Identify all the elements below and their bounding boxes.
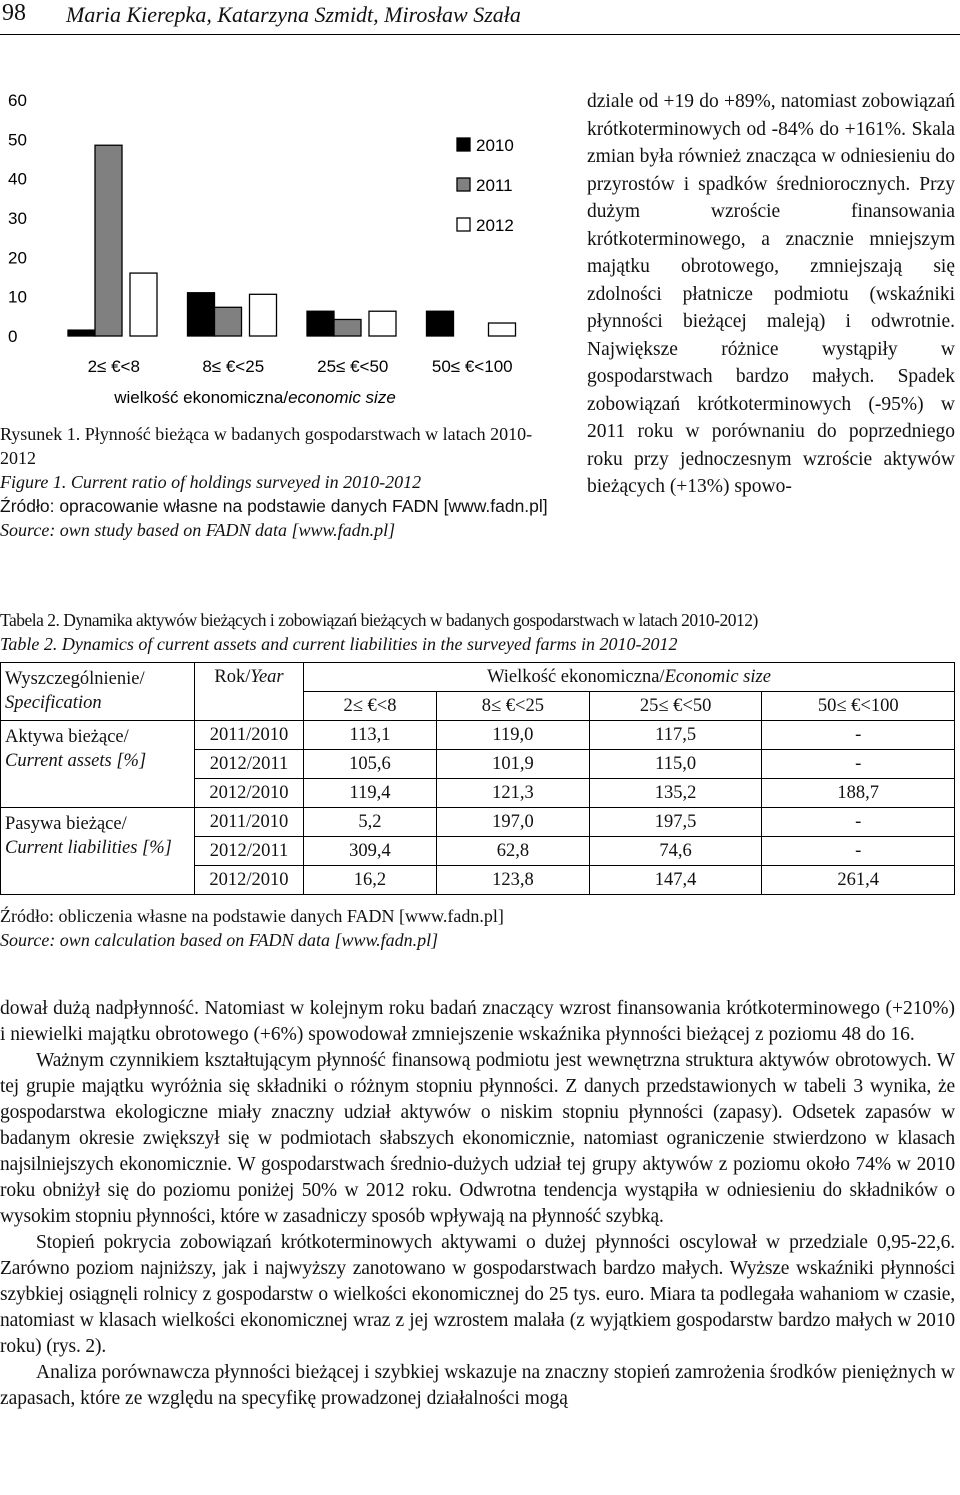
table-cell: 74,6 (589, 837, 762, 866)
table-cell: - (762, 721, 955, 750)
x-tick-label: 2≤ €<8 (87, 357, 140, 376)
table-title: Tabela 2. Dynamika aktywów bieżących i zobowiązań bieżących w badanych gospodarstwach w latach 2010-2012) (0, 610, 758, 630)
bar (307, 311, 334, 336)
table-cell: 197,5 (589, 808, 762, 837)
bar (130, 273, 157, 336)
group-label-en: Current liabilities [%] (5, 838, 172, 858)
table-cell: 119,4 (304, 779, 437, 808)
y-tick-label: 20 (8, 248, 27, 268)
table-cell: 309,4 (304, 837, 437, 866)
table-row (1, 808, 955, 837)
y-tick-label: 60 (8, 91, 27, 110)
table-cell: 121,3 (436, 779, 589, 808)
group-label-pl: Aktywa bieżące/ (5, 727, 129, 747)
table-source (0, 904, 960, 952)
right-column-paragraph: dziale od +19 do +89%, natomiast zobowiązań krótkoterminowych od -84% do +161%. Skala zmian była również znacząca w odniesieniu do przyrostów i spadków średniorocznych. Przy dużym wzroście finansowania krótkoterminowego, a znacznie mniejszym majątku obrotowego, zmniejszają się zdolności płatnicze podmiotu (wskaźniki płynności bieżącej maleją) i odwrotnie. Największe różnice wystąpiły w gospodarstwach bardzo małych. Spadek zobowiązań krótkoterminowych (-95%) w 2011 roku w porównaniu do poprzedniego roku przy jednoczesnym wzroście aktywów bieżących (+13%) spowo- (587, 91, 955, 497)
header-year-en: Year (250, 667, 284, 687)
data-table (0, 662, 955, 895)
header-spec (1, 663, 195, 721)
legend-label: 2010 (476, 136, 514, 155)
legend-swatch (457, 218, 470, 231)
bar (68, 330, 95, 336)
figure-caption-en: Figure 1. Current ratio of holdings surveyed in 2010-2012 (0, 472, 422, 492)
bar (369, 311, 396, 336)
header-size-en: Economic size (664, 666, 771, 687)
row-year: 2012/2010 (195, 779, 304, 808)
table-row (1, 721, 955, 750)
header-spec-pl: Wyszczególnienie/ (5, 669, 145, 689)
header-year (195, 663, 304, 721)
bar (95, 145, 122, 336)
row-year: 2012/2010 (195, 866, 304, 895)
page-header (0, 0, 960, 36)
bar (215, 307, 242, 336)
group-label-liabilities (1, 808, 195, 895)
row-year: 2012/2011 (195, 750, 304, 779)
header-spec-en: Specification (5, 693, 102, 713)
page-number: 98 (2, 0, 26, 26)
header-year-pl: Rok/ (214, 667, 251, 687)
table-header-row (1, 663, 955, 692)
y-tick-label: 40 (8, 169, 27, 189)
row-year: 2011/2010 (195, 808, 304, 837)
header-size-pl: Wielkość ekonomiczna/ (487, 666, 665, 687)
bar (489, 323, 516, 336)
header-rule (0, 34, 960, 35)
bar (250, 294, 277, 336)
table-subtitle: Table 2. Dynamics of current assets and current liabilities in the surveyed farms in 2010-2012 (0, 634, 678, 654)
table-cell: 62,8 (436, 837, 589, 866)
body-text (0, 996, 955, 1412)
table-cell: 101,9 (436, 750, 589, 779)
table-cell: 123,8 (436, 866, 589, 895)
body-paragraph: Analiza porównawcza płynności bieżącej i szybkiej wskazuje na znaczny stopień zamrożenia środków pieniężnych w zapasach, które ze względu na specyfikę prowadzonej działalności mogą (0, 1362, 955, 1409)
column-header: 2≤ €<8 (304, 692, 437, 721)
table-cell: 135,2 (589, 779, 762, 808)
table-cell: 105,6 (304, 750, 437, 779)
table-cell: - (762, 750, 955, 779)
y-tick-label: 10 (8, 287, 27, 307)
legend-label: 2011 (476, 176, 513, 195)
group-label-en: Current assets [%] (5, 751, 147, 771)
group-label-assets (1, 721, 195, 808)
figure-caption-pl: Rysunek 1. Płynność bieżąca w badanych gospodarstwach w latach 2010-2012 (0, 424, 533, 468)
body-paragraph: Stopień pokrycia zobowiązań krótkoterminowych aktywami o dużej płynności oscylował w przedziale 0,95-22,6. Zarówno poziom najniższy, jak i najwyższy zanotowano w gospodarstwach bardzo małych. Wyższe wskaźniki płynności szybkiej osiągnęli rolnicy z gospodarstw o wielkości ekonomicznej do 25 tys. euro. Miara ta podlegała wahaniom w czasie, natomiast w klasach wielkości ekonomicznej wraz z jej wzrostem malała (z wyjątkiem gospodarstw bardzo małych w 2010 roku) (rys. 2). (0, 1232, 955, 1357)
bars (68, 145, 516, 336)
table-cell: 147,4 (589, 866, 762, 895)
table-cell: 119,0 (436, 721, 589, 750)
y-tick-label: 30 (8, 209, 27, 228)
group-label-pl: Pasywa bieżące/ (5, 814, 127, 834)
column-header: 8≤ €<25 (436, 692, 589, 721)
bar (334, 319, 361, 336)
figure-source-pl: Źródło: opracowanie własne na podstawie danych FADN [www.fadn.pl] (0, 496, 548, 516)
table-cell: - (762, 837, 955, 866)
x-tick-label: 50≤ €<100 (431, 357, 513, 376)
table-cell: 115,0 (589, 750, 762, 779)
running-head: Maria Kierepka, Katarzyna Szmidt, Mirosław Szała (66, 2, 521, 27)
row-year: 2012/2011 (195, 837, 304, 866)
bar (188, 293, 215, 336)
body-paragraph: dował dużą nadpłynność. Natomiast w kolejnym roku badań znaczący wzrost finansowania krótkoterminowego (+210%) i niewielki majątku obrotowego (+6%) spowodował zmniejszenie wskaźnika płynności bieżącej z poziomu 48 do 16. (0, 998, 955, 1045)
body-paragraph: Ważnym czynnikiem kształtującym płynność finansową podmiotu jest wewnętrzna struktura aktywów obrotowych. W tej grupie majątku wyróżnia się składniki o różnym stopniu płynności. Z danych przedstawionych w tabeli 3 wynika, że gospodarstwa ekologiczne miały znaczny udział aktywów o niskim stopniu płynności (zapasy). Odsetek zapasów w badanym okresie zwiększył się w podmiotach słabszych ekonomicznie, natomiast ograniczenie stwierdzono w klasach najsilniejszych ekonomicznie. W gospodarstwach średnio-dużych udział tej grupy aktywów z poziomu około 74% w 2010 roku obniżył się do poziomu poniżej 50% w 2012 roku. Odwrotna tendencja wystąpiła w odniesieniu do składników o wysokim stopniu płynności, które w zasadniczy sposób wpływają na płynność szybką. (0, 1050, 955, 1227)
column-header: 25≤ €<50 (589, 692, 762, 721)
legend-swatch (457, 178, 470, 191)
figure-caption (0, 422, 560, 542)
x-axis-ticks (88, 357, 513, 376)
column-header: 50≤ €<100 (762, 692, 955, 721)
table-source-pl: Źródło: obliczenia własne na podstawie danych FADN [www.fadn.pl] (0, 906, 504, 926)
table-cell: 188,7 (762, 779, 955, 808)
table-cell: 197,0 (436, 808, 589, 837)
chart-legend (457, 136, 514, 235)
y-tick-label: 50 (8, 130, 27, 150)
table-cell: 5,2 (304, 808, 437, 837)
table-source-en: Source: own calculation based on FADN data [www.fadn.pl] (0, 930, 439, 950)
x-axis-label: wielkość ekonomiczna/economic size (114, 388, 396, 407)
legend-label: 2012 (476, 216, 514, 235)
bar-chart (0, 80, 560, 410)
y-axis-ticks (8, 91, 27, 346)
table-cell: - (762, 808, 955, 837)
right-column-text (587, 88, 955, 501)
table-cell: 117,5 (589, 721, 762, 750)
header-size (304, 663, 955, 692)
bar (427, 311, 454, 336)
table-cell: 16,2 (304, 866, 437, 895)
legend-swatch (457, 138, 470, 151)
table-cell: 113,1 (304, 721, 437, 750)
y-tick-label: 0 (8, 327, 18, 346)
x-tick-label: 8≤ €<25 (202, 357, 265, 376)
row-year: 2011/2010 (195, 721, 304, 750)
figure-source-en: Source: own study based on FADN data [www.fadn.pl] (0, 520, 396, 540)
table-cell: 261,4 (762, 866, 955, 895)
x-tick-label: 25≤ €<50 (317, 357, 389, 376)
